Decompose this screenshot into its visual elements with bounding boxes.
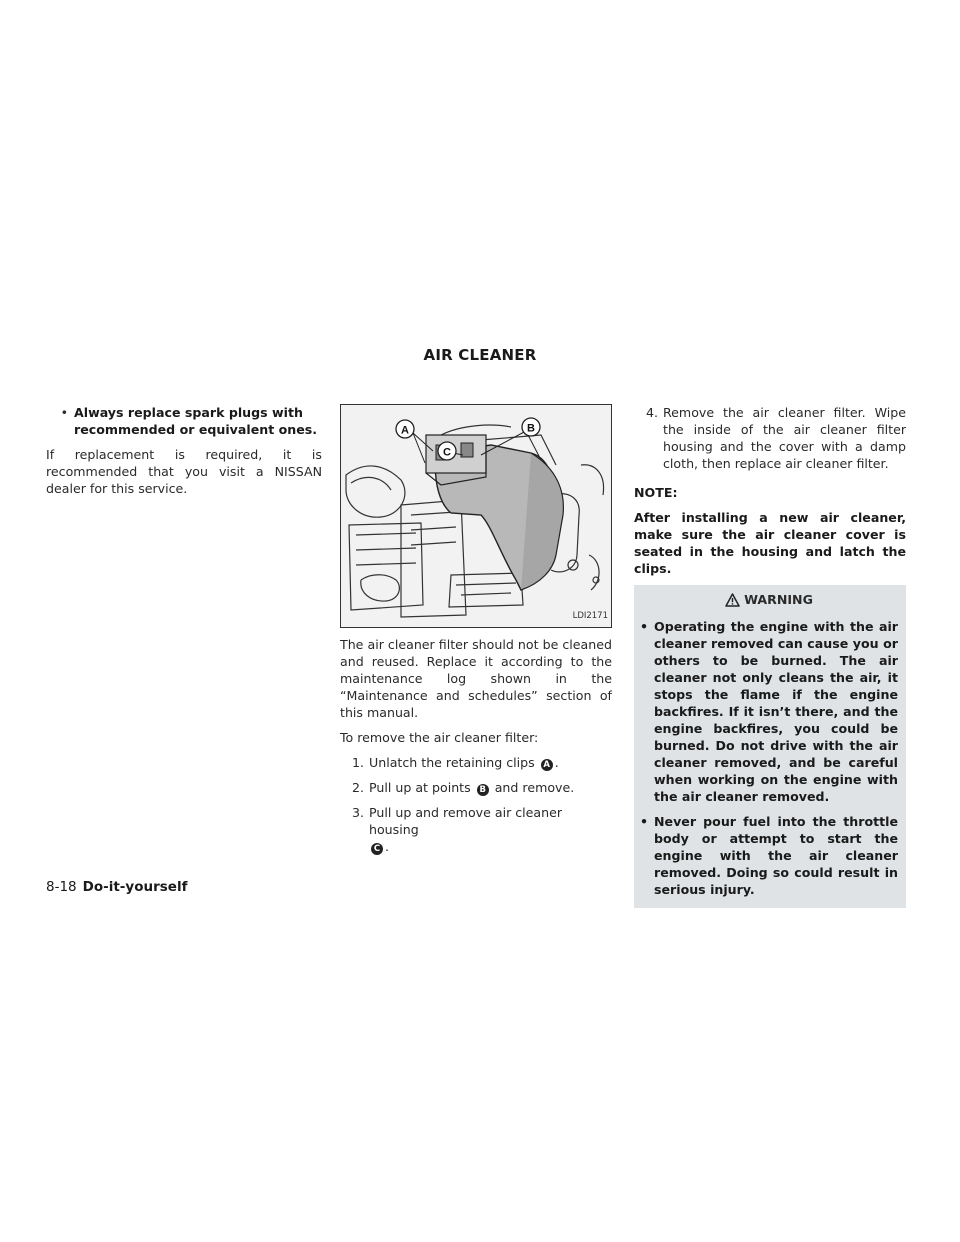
warning-text: Operating the engine with the air cleaner removed can cause you or others to be burned. The air cleaner not only cleans the air, it stops the flame if the engine backfires. If it isn’t there, and the engine backfires, you could be burned. Do not drive with the air cleaner removed, and be careful when working on the engine with the air cleaner removed.	[654, 619, 898, 804]
steps-list-continued	[634, 404, 906, 472]
bullet-item	[46, 404, 322, 438]
warning-triangle-icon	[725, 593, 740, 607]
step-text: Pull up at points	[369, 780, 471, 795]
callout-b: B	[527, 422, 535, 435]
bullet-text: Always replace spark plugs with recommended or equivalent ones.	[74, 405, 318, 437]
step-number: 3.	[351, 805, 364, 820]
step-text-after: .	[554, 755, 559, 770]
step-text-after: .	[385, 839, 390, 854]
callout-c: C	[443, 446, 451, 459]
chapter-title: Do-it-yourself	[82, 879, 188, 895]
steps-list	[340, 754, 612, 855]
engine-figure	[340, 404, 612, 628]
list-item	[340, 779, 612, 796]
list-item	[634, 404, 906, 472]
column-middle	[340, 404, 612, 863]
section-title: AIR CLEANER	[423, 346, 537, 364]
list-item	[340, 804, 612, 855]
callout-marker: C	[371, 843, 383, 855]
page-footer	[46, 879, 187, 895]
warning-text: Never pour fuel into the throttle body or attempt to start the engine with the air cleaner removed. Doing so could result in serious injury.	[654, 814, 898, 897]
list-item	[340, 754, 612, 771]
step-text: Remove the air cleaner filter. Wipe the inside of the air cleaner filter housing and the cover with a damp cloth, then replace air cleaner filter.	[663, 405, 906, 471]
step-number: 1.	[351, 755, 364, 770]
step-text: Unlatch the retaining clips	[369, 755, 535, 770]
engine-illustration	[341, 405, 611, 627]
warning-box	[634, 585, 906, 908]
note-label: NOTE:	[634, 485, 678, 500]
warning-item	[640, 618, 898, 805]
step-number: 4.	[645, 405, 658, 420]
callout-a: A	[401, 424, 409, 437]
figure-code: LDI2171	[572, 611, 608, 621]
bullet-marker: •	[640, 619, 649, 634]
step-text-after: and remove.	[494, 780, 575, 795]
bullet-marker: •	[640, 814, 649, 829]
warning-header	[640, 591, 898, 608]
warning-title: WARNING	[744, 592, 813, 607]
callout-marker: A	[541, 759, 553, 771]
step-text: Pull up and remove air cleaner housing	[369, 805, 563, 837]
filter-paragraph: The air cleaner filter should not be cleaned and reused. Replace it according to the maintenance log shown in the “Maintenance and schedules” section of this manual.	[340, 637, 612, 720]
column-left	[46, 404, 322, 505]
dealer-paragraph: If replacement is required, it is recommended that you visit a NISSAN dealer for this service.	[46, 447, 322, 496]
callout-marker: B	[477, 784, 489, 796]
page-number: 8-18	[46, 879, 77, 895]
bullet-marker: •	[60, 405, 68, 420]
note-text: After installing a new air cleaner, make sure the air cleaner cover is seated in the housing and latch the clips.	[634, 510, 906, 576]
steps-intro: To remove the air cleaner filter:	[340, 730, 539, 745]
step-number: 2.	[351, 780, 364, 795]
column-right	[634, 404, 906, 908]
warning-item	[640, 813, 898, 898]
